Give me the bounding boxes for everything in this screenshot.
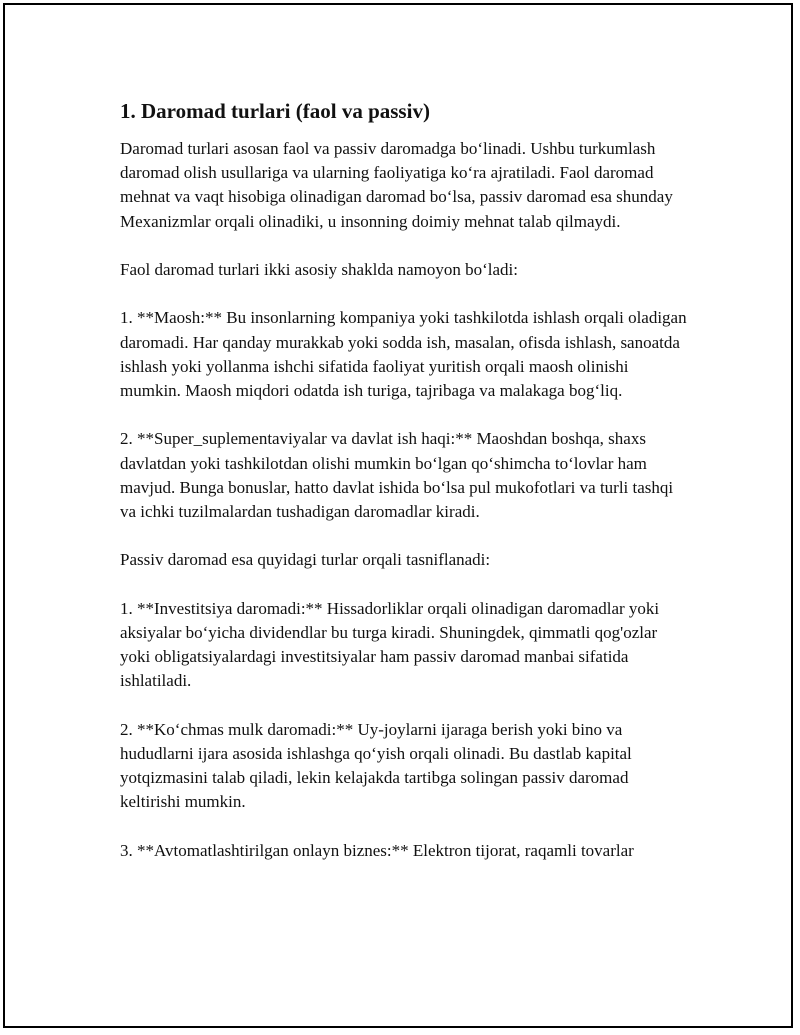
section-title: 1. Daromad turlari (faol va passiv) bbox=[120, 99, 430, 123]
list-item-investment: 1. **Investitsiya daromadi:** Hissadorliklar orqali olinadigan daromadlar yoki aksiyalar bo‘yicha dividendlar bu turga kiradi. Shuningdek, qimmatli qog'ozlar yoki obligatsiyalardagi investitsiyalar ham passiv daromad manbai sifatida ishlatiladi. bbox=[120, 598, 660, 691]
passive-income-heading: Passiv daromad esa quyidagi turlar orqali tasniflanadi: bbox=[120, 550, 491, 570]
list-item-online-business: 3. **Avtomatlashtirilgan onlayn biznes:** Elektron tijorat, raqamli tovarlar bbox=[120, 840, 634, 860]
list-item-salary: 1. **Maosh:** Bu insonlarning kompaniya yoki tashkilotda ishlash orqali oladigan daromadi. Har qanday murakkab yoki sodda ish, masalan, ofisda ishlash, sanoatda ishlash yoki yollanma ishchi sifatida faoliyat yuritish orqali maosh olinishi mumkin. Maosh miqdori odatda ish turiga, tajribaga va malakaga bog‘liq. bbox=[120, 308, 687, 400]
page-frame bbox=[3, 3, 793, 1028]
list-item-real-estate: 2. **Ko‘chmas mulk daromadi:** Uy-joylarni ijaraga berish yoki bino va hududlarni ijara asosida ishlashga qo‘yish orqali olinadi. Bu dastlab kapital yotqizmasini talab qiladi, lekin kelajakda tartibga solingan passiv daromad keltirishi mumkin. bbox=[120, 719, 632, 812]
intro-paragraph: Daromad turlari asosan faol va passiv daromadga bo‘linadi. Ushbu turkumlash daromad olish usullariga va ularning faoliyatiga ko‘ra ajratiladi. Faol daromad mehnat va vaqt hisobiga olinadigan daromad bo‘lsa, passiv daromad esa shunday Mexanizmlar orqali olinadiki, u insonning doimiy mehnat talab qilmaydi. bbox=[120, 139, 673, 231]
document-body bbox=[120, 97, 690, 887]
list-item-supplements: 2. **Super_suplementaviyalar va davlat ish haqi:** Maoshdan boshqa, shaxs davlatdan yoki tashkilotdan olishi mumkin bo‘lgan qo‘shimcha to‘lovlar ham mavjud. Bunga bonuslar, hatto davlat ishida bo‘lsa pul mukofotlari va turli tashqi va ichki tuzilmalardan tushadigan daromadlar kiradi. bbox=[120, 429, 674, 521]
active-income-heading: Faol daromad turlari ikki asosiy shaklda namoyon bo‘ladi: bbox=[120, 260, 519, 279]
